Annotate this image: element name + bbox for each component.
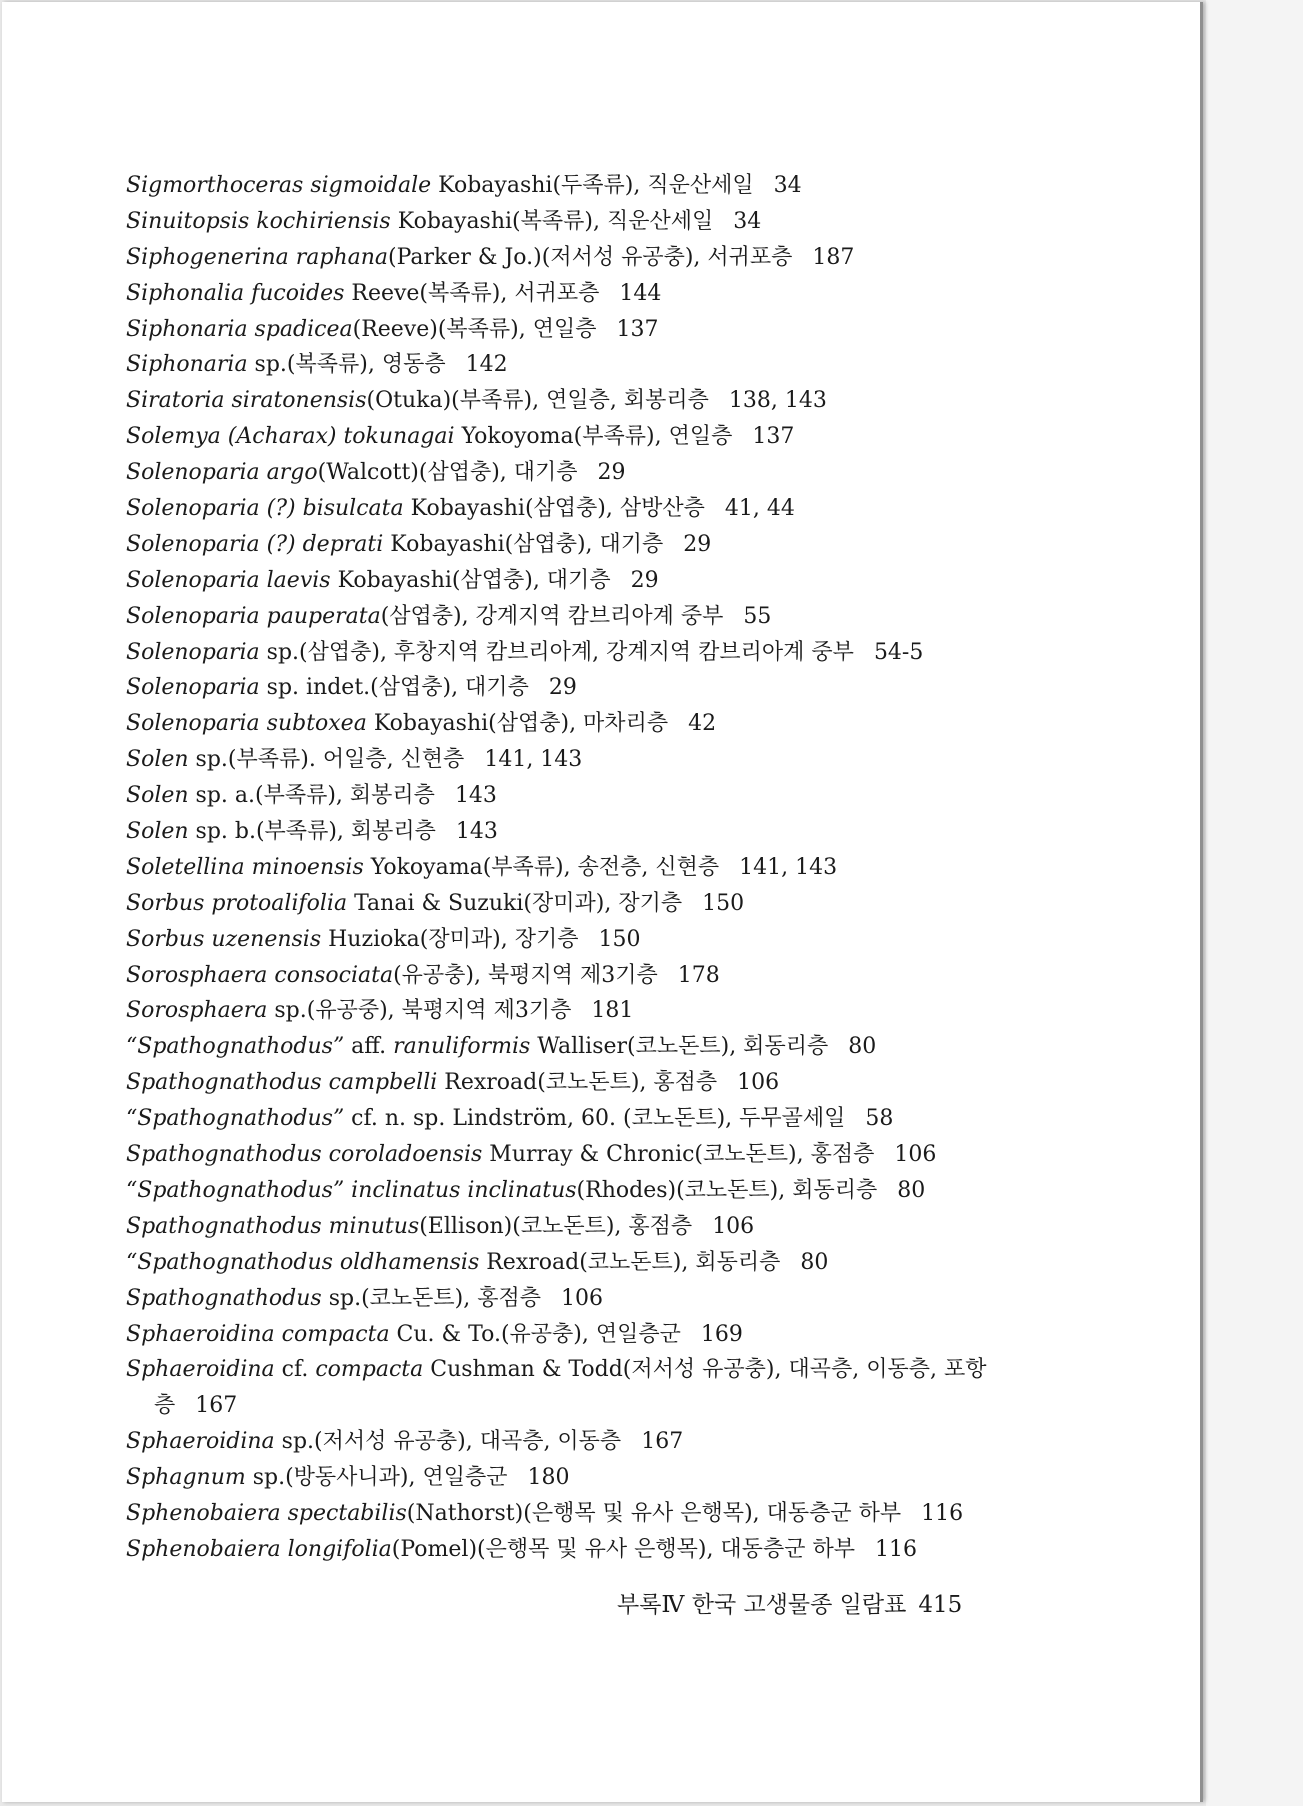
entry-detail: Yokoyama(부족류), 송전층, 신현층 bbox=[363, 854, 720, 880]
entry-detail: Kobayashi(삼엽충), 대기층 bbox=[330, 567, 611, 593]
entry-detail: sp. a.(부족류), 회봉리층 bbox=[188, 783, 435, 809]
page-ref: 34 bbox=[733, 208, 762, 234]
species-name: Sinuitopsis kochiriensis bbox=[126, 208, 391, 234]
entry-detail: Reeve(복족류), 서귀포층 bbox=[344, 280, 600, 306]
page-ref: 178 bbox=[677, 962, 720, 988]
entry-detail: (Walcott)(삼엽충), 대기층 bbox=[317, 460, 578, 486]
entry-detail: aff. bbox=[344, 1034, 394, 1060]
species-name: Soletellina minoensis bbox=[126, 854, 364, 880]
page-ref: 143 bbox=[455, 819, 498, 845]
page-ref: 29 bbox=[548, 675, 577, 701]
entry-detail: sp.(유공중), 북평지역 제3기층 bbox=[267, 998, 572, 1024]
index-entry bbox=[126, 1532, 1046, 1568]
index-entry bbox=[126, 1245, 1046, 1281]
entry-detail: (Nathorst)(은행목 및 유사 은행목), 대동층군 하부 bbox=[406, 1500, 902, 1526]
entry-detail: (Pomel)(은행목 및 유사 은행목), 대동층군 하부 bbox=[391, 1536, 855, 1562]
index-entry bbox=[126, 491, 1046, 527]
index-entry bbox=[126, 886, 1046, 922]
species-name: Solenoparia pauperata bbox=[126, 603, 381, 629]
species-name: “Spathognathodus oldhamensis bbox=[126, 1249, 480, 1275]
species-name: Sphaeroidina bbox=[126, 1357, 275, 1383]
index-entry bbox=[126, 1352, 1046, 1424]
species-name: Siratoria siratonensis bbox=[126, 388, 367, 414]
entry-detail: (Rhodes)(코노돈트), 회동리층 bbox=[576, 1177, 878, 1203]
species-epithet: ranuliformis bbox=[393, 1034, 531, 1060]
page-ref: 29 bbox=[597, 460, 626, 486]
species-name: Siphonaria spadicea bbox=[126, 316, 353, 342]
page-ref: 137 bbox=[752, 424, 795, 450]
index-entry bbox=[126, 1209, 1046, 1245]
index-entry bbox=[126, 383, 1046, 419]
index-entry bbox=[126, 1101, 1046, 1137]
entry-detail: sp. b.(부족류), 회봉리층 bbox=[188, 819, 436, 845]
entry-detail: sp.(방동사니과), 연일층군 bbox=[245, 1465, 508, 1491]
index-entry bbox=[126, 1065, 1046, 1101]
index-entry bbox=[126, 850, 1046, 886]
entry-detail-cont: Cushman & Todd(저서성 유공충), 대곡층, 이동층, 포항 bbox=[423, 1357, 987, 1383]
page-ref: 106 bbox=[737, 1070, 780, 1096]
entry-detail: Tanai & Suzuki(장미과), 장기층 bbox=[347, 890, 683, 916]
species-name: Siphonaria bbox=[126, 352, 248, 378]
entry-detail: Yokoyoma(부족류), 연일층 bbox=[454, 424, 733, 450]
species-name: Solenoparia bbox=[126, 639, 260, 665]
page-ref: 141, 143 bbox=[739, 854, 838, 880]
page-ref: 106 bbox=[712, 1213, 755, 1239]
page-ref: 29 bbox=[683, 531, 712, 557]
page-ref: 80 bbox=[800, 1249, 829, 1275]
index-entry bbox=[126, 312, 1046, 348]
species-name: Solen bbox=[126, 783, 189, 809]
index-entry bbox=[126, 1460, 1046, 1496]
entry-detail: Kobayashi(삼엽충), 대기층 bbox=[383, 531, 664, 557]
index-entry bbox=[126, 1496, 1046, 1532]
page-ref: 58 bbox=[865, 1106, 894, 1132]
page-ref: 150 bbox=[702, 890, 745, 916]
species-name: Sphaeroidina compacta bbox=[126, 1321, 390, 1347]
index-entry bbox=[126, 347, 1046, 383]
index-entry bbox=[126, 706, 1046, 742]
page-ref: 180 bbox=[527, 1465, 570, 1491]
page-ref: 142 bbox=[465, 352, 508, 378]
index-entry bbox=[126, 814, 1046, 850]
entry-detail: (Otuka)(부족류), 연일층, 회봉리층 bbox=[366, 388, 709, 414]
entry-detail: (Reeve)(복족류), 연일층 bbox=[352, 316, 597, 342]
entry-detail: Kobayashi(복족류), 직운산세일 bbox=[390, 208, 714, 234]
page-ref: 116 bbox=[874, 1536, 917, 1562]
entry-detail: Rexroad(코노돈트), 회동리층 bbox=[479, 1249, 781, 1275]
species-name: Sorosphaera bbox=[126, 998, 268, 1024]
entry-detail: Kobayashi(두족류), 직운산세일 bbox=[431, 173, 754, 198]
page-ref: 106 bbox=[560, 1285, 603, 1311]
species-name: Sigmorthoceras sigmoidale bbox=[126, 173, 432, 198]
page-ref: 55 bbox=[743, 603, 772, 629]
page-ref: 80 bbox=[848, 1034, 877, 1060]
index-entry bbox=[126, 742, 1046, 778]
species-name: Spathognathodus bbox=[126, 1285, 322, 1311]
species-name: Sphenobaiera spectabilis bbox=[126, 1500, 407, 1526]
entry-detail: Kobayashi(삼엽충), 마차리층 bbox=[366, 711, 669, 737]
page-footer bbox=[617, 1586, 1017, 1619]
page-ref: 187 bbox=[812, 244, 855, 270]
index-entry bbox=[126, 599, 1046, 635]
species-name: Solenoparia (?) bisulcata bbox=[126, 496, 404, 522]
index-entry bbox=[126, 922, 1046, 958]
species-name: Spathognathodus minutus bbox=[126, 1213, 420, 1239]
page-ref: 106 bbox=[894, 1142, 937, 1168]
page-ref: 141, 143 bbox=[484, 747, 583, 773]
entry-detail: sp.(저서성 유공충), 대곡층, 이동층 bbox=[274, 1429, 622, 1455]
index-entry bbox=[126, 1173, 1046, 1209]
entry-detail: sp. indet.(삼엽충), 대기층 bbox=[259, 675, 529, 701]
species-name: Siphonalia fucoides bbox=[126, 280, 345, 306]
index-entry bbox=[126, 204, 1046, 240]
page-ref: 29 bbox=[630, 567, 659, 593]
entry-detail: cf. n. sp. Lindström, 60. (코노돈트), 두무골세일 bbox=[344, 1106, 846, 1132]
index-entry bbox=[126, 1137, 1046, 1173]
page-ref: 143 bbox=[454, 783, 497, 809]
page-number: 415 bbox=[918, 1592, 963, 1618]
index-entry bbox=[126, 1317, 1046, 1353]
index-entry bbox=[126, 1029, 1046, 1065]
index-entry bbox=[126, 778, 1046, 814]
continuation-text: 층 bbox=[154, 1393, 176, 1419]
page-ref: 167 bbox=[195, 1393, 238, 1419]
species-name: Sphaeroidina bbox=[126, 1429, 275, 1455]
viewer-background bbox=[1206, 0, 1303, 1806]
entry-continuation bbox=[126, 1388, 1046, 1424]
species-index-list bbox=[126, 168, 1046, 1568]
index-entry bbox=[126, 527, 1046, 563]
entry-detail: Rexroad(코노돈트), 홍점층 bbox=[437, 1070, 718, 1096]
index-entry bbox=[126, 1424, 1046, 1460]
index-entry bbox=[126, 240, 1046, 276]
species-name: Siphogenerina raphana bbox=[126, 244, 389, 270]
page-ref: 167 bbox=[641, 1429, 684, 1455]
entry-detail: (유공충), 북평지역 제3기층 bbox=[393, 962, 658, 988]
index-entry bbox=[126, 993, 1046, 1029]
page-ref: 116 bbox=[921, 1500, 964, 1526]
index-entry bbox=[126, 168, 1046, 204]
entry-detail-cont: Walliser(코노돈트), 회동리층 bbox=[530, 1034, 829, 1060]
species-name: Solemya (Acharax) tokunagai bbox=[126, 424, 455, 450]
species-name: Sorosphaera consociata bbox=[126, 962, 394, 988]
index-entry bbox=[126, 635, 1046, 671]
species-name: Solenoparia (?) deprati bbox=[126, 531, 384, 557]
species-name: Sorbus protoalifolia bbox=[126, 890, 348, 916]
page-ref: 41, 44 bbox=[724, 496, 795, 522]
entry-detail: sp.(부족류). 어일층, 신현층 bbox=[188, 747, 465, 773]
entry-detail: cf. bbox=[274, 1357, 316, 1383]
index-entry bbox=[126, 1281, 1046, 1317]
page-ref: 137 bbox=[616, 316, 659, 342]
entry-detail: Kobayashi(삼엽충), 삼방산층 bbox=[403, 496, 705, 522]
species-name: Sphagnum bbox=[126, 1465, 246, 1491]
entry-detail: (Ellison)(코노돈트), 홍점층 bbox=[419, 1213, 693, 1239]
species-name: Solenoparia subtoxea bbox=[126, 711, 367, 737]
species-name: Spathognathodus coroladoensis bbox=[126, 1142, 483, 1168]
species-name: “Spathognathodus” bbox=[126, 1034, 345, 1060]
entry-detail: sp.(코노돈트), 홍점층 bbox=[321, 1285, 541, 1311]
page-ref: 34 bbox=[773, 173, 802, 198]
entry-detail: (삼엽충), 강계지역 캄브리아계 중부 bbox=[380, 603, 724, 629]
page-ref: 54-5 bbox=[873, 639, 924, 665]
page-ref: 42 bbox=[688, 711, 717, 737]
document-page bbox=[2, 2, 1203, 1802]
page-ref: 150 bbox=[598, 926, 641, 952]
species-name: Sphenobaiera longifolia bbox=[126, 1536, 392, 1562]
index-entry bbox=[126, 419, 1046, 455]
page-ref: 181 bbox=[591, 998, 634, 1024]
index-entry bbox=[126, 455, 1046, 491]
page-ref: 138, 143 bbox=[728, 388, 827, 414]
species-name: “Spathognathodus” bbox=[126, 1106, 345, 1132]
species-name: “Spathognathodus” inclinatus inclinatus bbox=[126, 1177, 577, 1203]
entry-detail: (Parker & Jo.)(저서성 유공충), 서귀포층 bbox=[388, 244, 793, 270]
entry-detail: Murray & Chronic(코노돈트), 홍점층 bbox=[482, 1142, 875, 1168]
page-ref: 169 bbox=[700, 1321, 743, 1347]
entry-detail: Huzioka(장미과), 장기층 bbox=[321, 926, 579, 952]
footer-title: 부록Ⅳ 한국 고생물종 일람표 bbox=[617, 1592, 907, 1618]
species-name: Solenoparia bbox=[126, 675, 260, 701]
entry-detail: sp.(복족류), 영동층 bbox=[247, 352, 446, 378]
species-name: Solen bbox=[126, 819, 189, 845]
entry-detail: sp.(삼엽충), 후창지역 캄브리아계, 강계지역 캄브리아계 중부 bbox=[259, 639, 854, 665]
species-name: Solen bbox=[126, 747, 189, 773]
index-entry bbox=[126, 958, 1046, 994]
species-name: Spathognathodus campbelli bbox=[126, 1070, 438, 1096]
entry-detail: Cu. & To.(유공충), 연일층군 bbox=[389, 1321, 681, 1347]
species-name: Solenoparia argo bbox=[126, 460, 318, 486]
page-ref: 80 bbox=[897, 1177, 926, 1203]
index-entry bbox=[126, 563, 1046, 599]
species-epithet: compacta bbox=[315, 1357, 424, 1383]
index-entry bbox=[126, 276, 1046, 312]
species-name: Solenoparia laevis bbox=[126, 567, 331, 593]
index-entry bbox=[126, 670, 1046, 706]
species-name: Sorbus uzenensis bbox=[126, 926, 322, 952]
page-ref: 144 bbox=[619, 280, 662, 306]
